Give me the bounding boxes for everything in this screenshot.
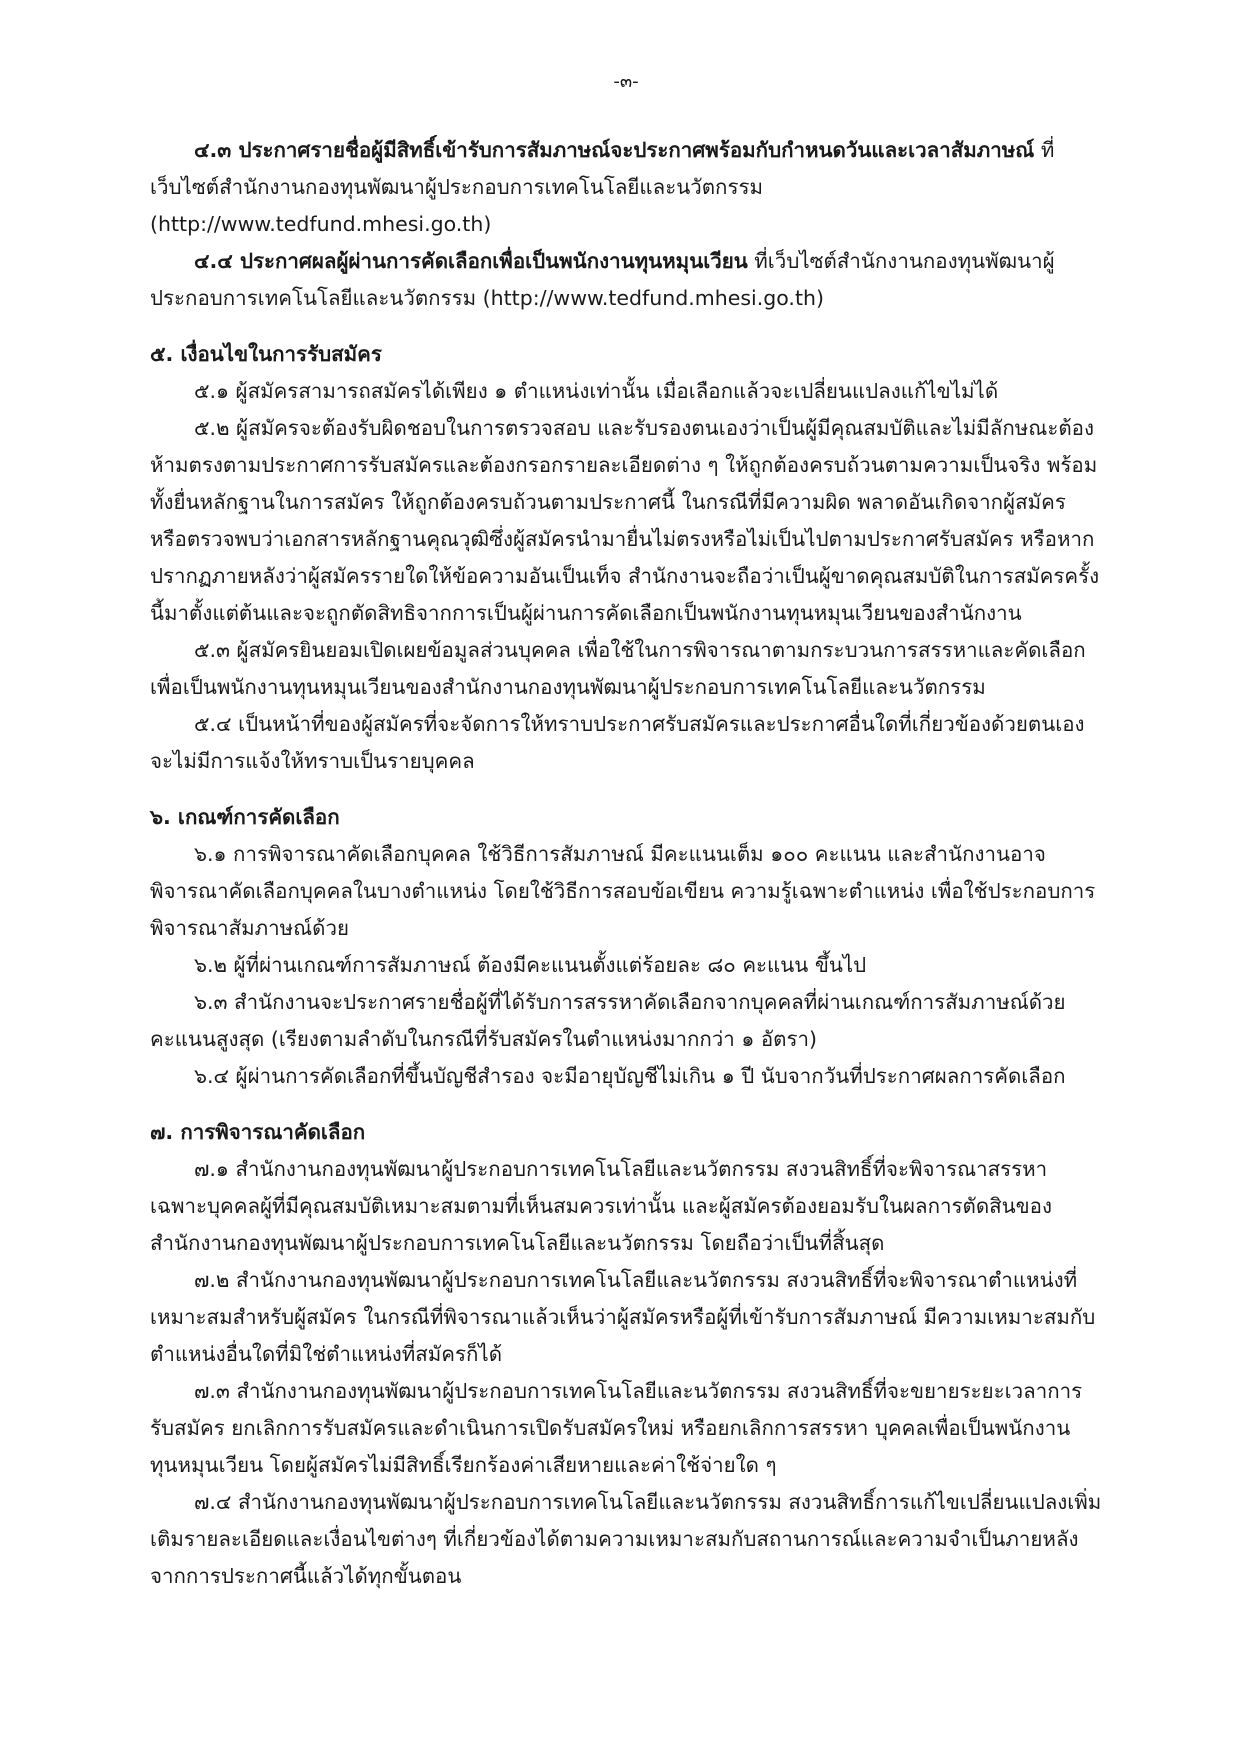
- paragraph-4-4: [150, 243, 1102, 317]
- paragraph-7-4: ๗.๔ สำนักงานกองทุนพัฒนาผู้ประกอบการเทคโนโลยีและนวัตกรรม สงวนสิทธิ์การแก้ไขเปลี่ยนแปลงเพิ่มเติมรายละเอียดและเงื่อนไขต่างๆ ที่เกี่ยวข้องได้ตามความเหมาะสมกับสถานการณ์และความจำเป็นภายหลังจากการประกาศนี้แล้วได้ทุกขั้นตอน: [150, 1490, 1102, 1588]
- paragraph-4-3: [150, 132, 1102, 243]
- paragraph-4-4-heading: ๔.๔ ประกาศผลผู้ผ่านการคัดเลือกเพื่อเป็นพนักงานทุนหมุนเวียน: [194, 249, 748, 273]
- paragraph-6-3: ๖.๓ สำนักงานจะประกาศรายชื่อผู้ที่ได้รับการสรรหาคัดเลือกจากบุคคลที่ผ่านเกณฑ์การสัมภาษณ์ด้วยคะแนนสูงสุด (เรียงตามลำดับในกรณีที่รับสมัครในตำแหน่งมากกว่า ๑ อัตรา): [150, 990, 1066, 1051]
- paragraph-5-4: ๕.๔ เป็นหน้าที่ของผู้สมัครที่จะจัดการให้ทราบประกาศรับสมัครและประกาศอื่นใดที่เกี่ยวข้องด้วยตนเอง จะไม่มีการแจ้งให้ทราบเป็นรายบุคคล: [150, 712, 1085, 773]
- paragraph-4-4-text: ที่เว็บไซต์สำนักงานกองทุนพัฒนาผู้ประกอบการเทคโนโลยีและนวัตกรรม (http://www.tedfund.mhesi.go.th): [150, 249, 1055, 310]
- section-heading-5: ๕. เงื่อนไขในการรับสมัคร: [150, 342, 382, 366]
- paragraph-5-3: ๕.๓ ผู้สมัครยินยอมเปิดเผยข้อมูลส่วนบุคคล เพื่อใช้ในการพิจารณาตามกระบวนการสรรหาและคัดเลือกเพื่อเป็นพนักงานทุนหมุนเวียนของสำนักงานกองทุนพัฒนาผู้ประกอบการเทคโนโลยีและนวัตกรรม: [150, 638, 1086, 699]
- page-number: -๓-: [613, 71, 639, 92]
- paragraph-4-3-text: ที่เว็บไซต์สำนักงานกองทุนพัฒนาผู้ประกอบการเทคโนโลยีและนวัตกรรม (http://www.tedfund.mhesi.go.th): [150, 138, 1055, 236]
- paragraph-6-4: ๖.๔ ผู้ผ่านการคัดเลือกที่ขึ้นบัญชีสำรอง จะมีอายุบัญชีไม่เกิน ๑ ปี นับจากวันที่ประกาศผลการคัดเลือก: [194, 1064, 1066, 1088]
- paragraph-5-2: ๕.๒ ผู้สมัครจะต้องรับผิดชอบในการตรวจสอบ และรับรองตนเองว่าเป็นผู้มีคุณสมบัติและไม่มีลักษณะต้องห้ามตรงตามประกาศการรับสมัครและต้องกรอกรายละเอียดต่าง ๆ ให้ถูกต้องครบถ้วนตามความเป็นจริง พร้อมทั้งยื่นหลักฐานในการสมัคร ให้ถูกต้องครบถ้วนตามประกาศนี้ ในกรณีที่มีความผิด พลาดอันเกิดจากผู้สมัคร หรือตรวจพบว่าเอกสารหลักฐานคุณวุฒิซึ่งผู้สมัครนำมายื่นไม่ตรงหรือไม่เป็นไปตามประกาศรับสมัคร หรือหากปรากฏภายหลังว่าผู้สมัครรายใดให้ข้อความอันเป็นเท็จ สำนักงานจะถือว่าเป็นผู้ขาดคุณสมบัติในการสมัครครั้งนี้มาตั้งแต่ต้นและจะถูกตัดสิทธิจากการเป็นผู้ผ่านการคัดเลือกเป็นพนักงานทุนหมุนเวียนของสำนักงาน: [150, 416, 1100, 625]
- section-heading-6: ๖. เกณฑ์การคัดเลือก: [150, 805, 340, 829]
- paragraph-6-2: ๖.๒ ผู้ที่ผ่านเกณฑ์การสัมภาษณ์ ต้องมีคะแนนตั้งแต่ร้อยละ ๘๐ คะแนน ขึ้นไป: [194, 953, 867, 977]
- paragraph-5-1: ๕.๑ ผู้สมัครสามารถสมัครได้เพียง ๑ ตำแหน่งเท่านั้น เมื่อเลือกแล้วจะเปลี่ยนแปลงแก้ไขไม่ได้: [194, 379, 999, 403]
- paragraph-7-1: ๗.๑ สำนักงานกองทุนพัฒนาผู้ประกอบการเทคโนโลยีและนวัตกรรม สงวนสิทธิ์ที่จะพิจารณาสรรหาเฉพาะบุคคลผู้ที่มีคุณสมบัติเหมาะสมตามที่เห็นสมควรเท่านั้น และผู้สมัครต้องยอมรับในผลการตัดสินของสำนักงานกองทุนพัฒนาผู้ประกอบการเทคโนโลยีและนวัตกรรม โดยถือว่าเป็นที่สิ้นสุด: [150, 1157, 1052, 1255]
- paragraph-4-3-heading: ๔.๓ ประกาศรายชื่อผู้มีสิทธิ์เข้ารับการสัมภาษณ์จะประกาศพร้อมกับกำหนดวันและเวลาสัมภาษณ์: [194, 138, 1035, 162]
- section-heading-7: ๗. การพิจารณาคัดเลือก: [150, 1120, 366, 1144]
- paragraph-7-3: ๗.๓ สำนักงานกองทุนพัฒนาผู้ประกอบการเทคโนโลยีและนวัตกรรม สงวนสิทธิ์ที่จะขยายระยะเวลาการรับสมัคร ยกเลิกการรับสมัครและดำเนินการเปิดรับสมัครใหม่ หรือยกเลิกการสรรหา บุคคลเพื่อเป็นพนักงานทุนหมุนเวียน โดยผู้สมัครไม่มีสิทธิ์เรียกร้องค่าเสียหายและค่าใช้จ่ายใด ๆ: [150, 1379, 1083, 1477]
- paragraph-6-1: ๖.๑ การพิจารณาคัดเลือกบุคคล ใช้วิธีการสัมภาษณ์ มีคะแนนเต็ม ๑๐๐ คะแนน และสำนักงานอาจพิจารณาคัดเลือกบุคคลในบางตำแหน่ง โดยใช้วิธีการสอบข้อเขียน ความรู้เฉพาะตำแหน่ง เพื่อใช้ประกอบการพิจารณาสัมภาษณ์ด้วย: [150, 842, 1096, 940]
- paragraph-7-2: ๗.๒ สำนักงานกองทุนพัฒนาผู้ประกอบการเทคโนโลยีและนวัตกรรม สงวนสิทธิ์ที่จะพิจารณาตำแหน่งที่เหมาะสมสำหรับผู้สมัคร ในกรณีที่พิจารณาแล้วเห็นว่าผู้สมัครหรือผู้ที่เข้ารับการสัมภาษณ์ มีความเหมาะสมกับตำแหน่งอื่นใดที่มิใช่ตำแหน่งที่สมัครก็ได้: [150, 1268, 1096, 1366]
